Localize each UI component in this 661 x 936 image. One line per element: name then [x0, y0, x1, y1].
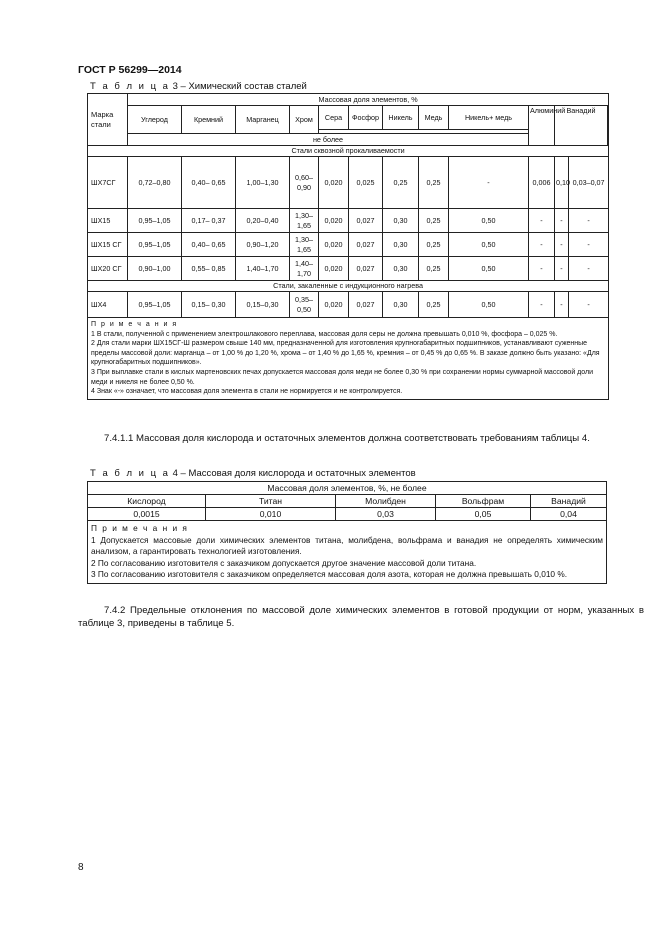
col-manganese: Марганец	[236, 106, 290, 134]
oxygen-residual-table	[87, 481, 607, 584]
col-nickel-copper: Никель+ медь	[449, 106, 529, 130]
table-row: ШХ4 0,95–1,05 0,15– 0,30 0,15–0,30 0,35– 0,50 0,020 0,027 0,30 0,25 0,50 - - -	[88, 292, 609, 318]
col-nickel: Никель	[383, 106, 419, 130]
note-2: 2 Для стали марки ШХ15СГ-Ш размером свыше 140 мм, предназначенной для изготовления крупногабаритных подшипников, устанавливают суженные пределы массовой доли: марганца – от 1,00 % до 1,20 %, хрома – от 1,40 % до 1,65 %, кремния – от 0,45 % до 0,65 %. В заказе должно быть указано: «Для крупногабаритных подшипников».	[91, 340, 600, 367]
note-1: 1 В стали, полученной с применением электрошлакового переплава, массовая доля серы не должна превышать 0,010 %, фосфора – 0,025 %.	[91, 330, 558, 338]
note-4: 4 Знак «-» означает, что массовая доля элемента в стали не нормируется и не контролируется.	[91, 388, 403, 396]
col-silicon: Кремний	[182, 106, 236, 134]
note-1: 1 Допускается массовые доли химических элементов титана, молибдена, вольфрама и ванадия не определять химическим анализом, а гарантировать технологией изготовления.	[91, 534, 603, 557]
table-row: ШХ20 СГ 0,90–1,00 0,55– 0,85 1,40–1,70 1,40– 1,70 0,020 0,027 0,30 0,25 0,50 - - -	[88, 257, 609, 281]
mass-fraction-header: Массовая доля элементов, %	[128, 94, 609, 106]
notes-title: П р и м е ч а н и я	[91, 321, 178, 328]
paragraph-7-4-2: 7.4.2 Предельные отклонения по массовой доле химических элементов в готовой продукции от норм, указанных в таблице 3, приведены в таблице 5.	[78, 605, 644, 629]
note-3: 3 По согласованию изготовителя с заказчиком определяется массовая доля азота, которая не должна превышать 0,010 %.	[91, 569, 568, 580]
table4-header: Массовая доля элементов, %, не более	[88, 482, 607, 495]
no-more-label: не более	[128, 134, 529, 146]
paragraph-7-4-1-1: 7.4.1.1 Массовая доля кислорода и остаточных элементов должна соответствовать требованиям таблицы 4.	[104, 433, 590, 444]
chemical-composition-table	[87, 93, 609, 400]
col-aluminium: Алюминий	[529, 106, 555, 146]
document-header: ГОСТ Р 56299—2014	[78, 64, 182, 76]
table-row: ШХ15 СГ 0,95–1,05 0,40– 0,65 0,90–1,20 1,30– 1,65 0,020 0,027 0,30 0,25 0,50 - - -	[88, 233, 609, 257]
col-sulfur: Сера	[319, 106, 349, 130]
col-tungsten: Вольфрам	[436, 495, 531, 508]
table4-caption: Т а б л и ц а 4 – Массовая доля кислорода и остаточных элементов	[90, 468, 416, 479]
section-through-hardening: Стали сквозной прокаливаемости	[88, 146, 609, 157]
table4-notes	[88, 521, 607, 584]
table-row: ШХ7СГ 0,72–0,80 0,40– 0,65 1,00–1,30 0,60– 0,90 0,020 0,025 0,25 0,25 - 0,006 0,10 0,03–0,07	[88, 157, 609, 209]
table-row: ШХ15 0,95–1,05 0,17– 0,37 0,20–0,40 1,30– 1,65 0,020 0,027 0,30 0,25 0,50 - - -	[88, 209, 609, 233]
col-titanium: Титан	[206, 495, 336, 508]
note-2: 2 По согласованию изготовителя с заказчиком допускается другое значение массовой доли титана.	[91, 557, 477, 568]
col-vanadium: Ванадий	[531, 495, 607, 508]
section-induction-hardening: Стали, закаленные с индукционного нагрева	[88, 281, 609, 292]
note-3: 3 При выплавке стали в кислых мартеновских печах допускается массовая доля меди не более 0,30 % при сохранении нормы суммарной массовой доли меди и никеля не более 0,50 %.	[91, 368, 593, 386]
col-chromium: Хром	[290, 106, 319, 134]
col-oxygen: Кислород	[88, 495, 206, 508]
col-niobium	[608, 106, 609, 146]
table3-caption: Т а б л и ц а 3 – Химический состав сталей	[90, 81, 307, 92]
col-molybdenum: Молибден	[336, 495, 436, 508]
notes-title: П р и м е ч а н и я	[91, 523, 189, 533]
col-phosphorus: Фосфор	[349, 106, 383, 130]
col-vanadium: Ванадий	[555, 106, 608, 146]
col-marka: Марка стали	[88, 94, 128, 146]
table-row: 0,0015 0,010 0,03 0,05 0,04	[88, 508, 607, 521]
table3-notes	[88, 318, 609, 400]
col-carbon: Углерод	[128, 106, 182, 134]
col-copper: Медь	[419, 106, 449, 130]
page-number: 8	[78, 862, 84, 873]
